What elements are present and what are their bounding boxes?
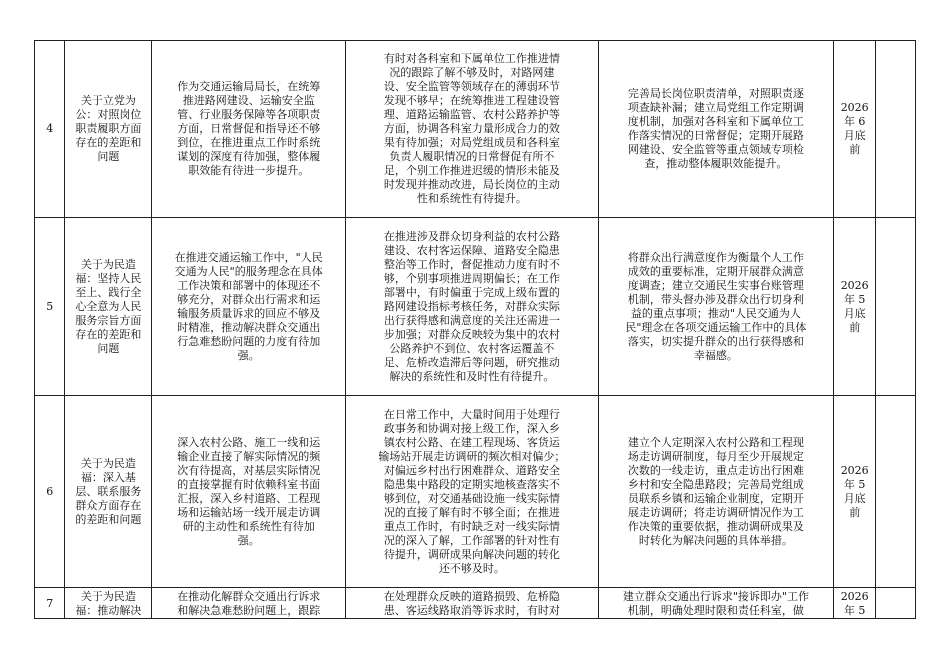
rectification-measures: 建立群众交通出行诉求"接诉即办"工作 机制，明确处理时限和责任科室，做 xyxy=(598,588,834,619)
table-row xyxy=(35,41,916,218)
deadline: 2026 年 6 月底 前 xyxy=(834,41,876,218)
rectification-measures: 完善局长岗位职责清单，对照职责逐 项查缺补漏；建立局党组工作定期调 度机制，加强对各科室和下属单位工 作落实情况的日常督促；定期开展路 网建设、安全监管等重点领域专项检 查，推动整体履职效能提升。 xyxy=(598,41,834,218)
problem-manifestation: 在处理群众反映的道路损毁、危桥隐 患、客运线路取消等诉求时，有时对 xyxy=(346,588,598,619)
remarks-cell xyxy=(876,218,916,396)
rectification-table xyxy=(34,40,916,619)
deadline: 2026 年 5 月底 前 xyxy=(834,218,876,396)
issue-category: 关于为民造 福：深入基 层、联系服务 群众方面存在 的差距和问题 xyxy=(65,396,152,588)
table-row xyxy=(35,218,916,396)
rectification-measures: 将群众出行满意度作为衡量个人工作 成效的重要标准，定期开展群众满意 度调查；建立交通民生实事台账管理 机制，带头督办涉及群众出行切身利 益的重点事项；推动"人民交通为人 民"理念在各项交通运输工作中的具体 落实，切实提升群众的出行获得感和 幸福感。 xyxy=(598,218,834,396)
problem-manifestation: 有时对各科室和下属单位工作推进情 况的跟踪了解不够及时，对路网建 设、安全监管等领域存在的薄弱环节 发现不够早；在统筹推进工程建设管 理、道路运输监管、农村公路养护等 方面，协调各科室力量形成合力的效 果有待加强；对局党组成员和各科室 负责人履职情况的日常督促有所不 足，个别工作推进迟缓的情形未能及 时发现并推动改进，局长岗位的主动 性和系统性有待提升。 xyxy=(346,41,598,218)
problem-description: 作为交通运输局局长，在统筹 推进路网建设、运输安全监 管、行业服务保障等各项职责 方面，日常督促和指导还不够 到位，在推进重点工作时系统 谋划的深度有待加强，整体履 职效能有待进一步提升。 xyxy=(152,41,346,218)
row-number: 4 xyxy=(35,41,65,218)
problem-description: 在推进交通运输工作中，"人民 交通为人民"的服务理念在具体 工作决策和部署中的体现还不 够充分，对群众出行需求和运 输服务质量诉求的回应不够及 时精准，推动解决群众交通出 行急难愁盼问题的力度有待加 强。 xyxy=(152,218,346,396)
problem-manifestation: 在推进涉及群众切身利益的农村公路 建设、农村客运保障、道路安全隐患 整治等工作时，督促推动力度有时不 够，个别事项推进周期偏长；在工作 部署中，有时偏重于完成上级布置的 路网建设指标考核任务，对群众实际 出行获得感和满意度的关注还需进一 步加强；对群众反映较为集中的农村 公路养护不到位、农村客运覆盖不 足、危桥改造滞后等问题，研究推动 解决的系统性和及时性有待提升。 xyxy=(346,218,598,396)
remarks-cell xyxy=(876,588,916,619)
row-number: 6 xyxy=(35,396,65,588)
problem-description: 深入农村公路、施工一线和运 输企业直接了解实际情况的频 次有待提高，对基层实际情况 的直接掌握有时依赖科室书面 汇报，深入乡村道路、工程现 场和运输站场一线开展走访调 研的主动性和系统性有待加 强。 xyxy=(152,396,346,588)
table-row xyxy=(35,396,916,588)
rectification-measures: 建立个人定期深入农村公路和工程现 场走访调研制度，每月至少开展规定 次数的一线走访，重点走访出行困难 乡村和安全隐患路段；完善局党组成 员联系乡镇和运输企业制度，定期开 展走访调研；将走访调研情况作为工 作决策的重要依据，推动调研成果及 时转化为解决问题的具体举措。 xyxy=(598,396,834,588)
problem-manifestation: 在日常工作中，大量时间用于处理行 政事务和协调对接上级工作，深入乡 镇农村公路、在建工程现场、客货运 输场站开展走访调研的频次相对偏少； 对偏远乡村出行困难群众、道路安全 隐患集中路段的定期实地核查落实不 够到位，对交通基础设施一线实际情 况的直接了解有时不够全面；在推进 重点工作时，有时缺乏对一线实际情 况的深入了解，工作部署的针对性有 待提升，调研成果向解决问题的转化 还不够及时。 xyxy=(346,396,598,588)
problem-description: 在推动化解群众交通出行诉求 和解决急难愁盼问题上，跟踪 xyxy=(152,588,346,619)
row-number: 7 xyxy=(35,588,65,619)
issue-category: 关于为民造 福：坚持人民 至上、践行全 心全意为人民 服务宗旨方面 存在的差距和 问题 xyxy=(65,218,152,396)
issue-category: 关于为民造 福：推动解决 xyxy=(65,588,152,619)
deadline: 2026 年 5 月底 前 xyxy=(834,396,876,588)
remarks-cell xyxy=(876,396,916,588)
row-number: 5 xyxy=(35,218,65,396)
deadline: 2026 年 5 xyxy=(834,588,876,619)
issue-category: 关于立党为 公：对照岗位 职责履职方面 存在的差距和 问题 xyxy=(65,41,152,218)
remarks-cell xyxy=(876,41,916,218)
table-row xyxy=(35,588,916,619)
